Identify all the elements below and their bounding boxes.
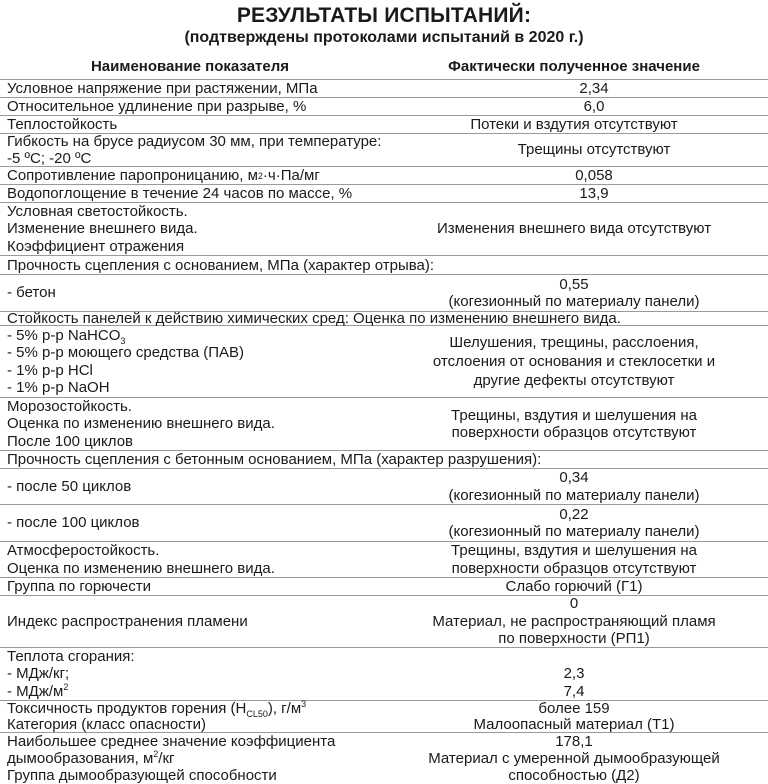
- row-name: Токсичность продуктов горения $(H_{CL50})$, $г/м^3$ Категория (класс опасности): [7, 698, 307, 733]
- row-value: Трещины, вздутия и шелушения на поверхности образцов отсутствуют: [451, 406, 697, 441]
- table-row: [0, 578, 768, 596]
- row-value: 13,9: [579, 184, 609, 202]
- table-row: [0, 134, 768, 167]
- table-row: [0, 98, 768, 116]
- row-value: Шелушения, трещины, расслоения, отслоения от основания и стеклосетки и другие дефекты отсутствуют: [432, 334, 716, 389]
- column-header-name: Наименование показателя: [90, 58, 290, 75]
- row-name: Условная светостойкость. Изменение внешнего вида. Коэффициент отражения: [7, 202, 198, 255]
- row-name: Гибкость на брусе радиусом 30 мм, при температуре: -5 ºС; -20 ºС: [7, 132, 382, 167]
- row-value: 2,3 7,4: [563, 665, 585, 700]
- table-row: [0, 167, 768, 185]
- row-value: более 159 Малоопасный материал (Т1): [473, 699, 675, 733]
- section-row: [0, 312, 768, 326]
- page-subtitle: (подтверждены протоколами испытаний в 2020 г.): [184, 29, 584, 46]
- table-row: [0, 203, 768, 256]
- column-header-value: Фактически полученное значение: [448, 58, 700, 75]
- row-value: Изменения внешнего вида отсутствуют: [436, 220, 712, 238]
- row-value: 0,34 (когезионный по материалу панели): [448, 469, 700, 504]
- row-value: 0,058: [575, 166, 613, 184]
- table-row: [0, 116, 768, 134]
- table-row: [0, 596, 768, 648]
- row-value: Трещины, вздутия и шелушения на поверхности образцов отсутствуют: [451, 542, 697, 577]
- table-row: [0, 398, 768, 451]
- row-value: Потеки и вздутия отсутствуют: [470, 115, 678, 133]
- row-name: Теплота сгорания: - МДж/кг; - МДж/$м^2$: [7, 647, 135, 700]
- row-name: Атмосферостойкость. Оценка по изменению внешнего вида.: [7, 542, 275, 577]
- table-row: [0, 698, 768, 733]
- row-value: 0 Материал, не распространяющий пламя по поверхности (РП1): [432, 595, 716, 648]
- row-name: Относительное удлинение при разрыве, %: [7, 97, 307, 115]
- row-value: 0,55 (когезионный по материалу панели): [448, 275, 700, 310]
- table-row: [0, 185, 768, 203]
- table-row: [0, 648, 768, 701]
- row-value: 2,34: [579, 79, 609, 97]
- section-label: Стойкость панелей к действию химических сред: Оценка по изменению внешнего вида.: [7, 310, 621, 327]
- row-value: Слабо горючий (Г1): [505, 577, 643, 595]
- row-name: Водопоглощение в течение 24 часов по массе, %: [7, 184, 353, 202]
- row-name: Сопротивление паропроницанию, м 2 ·ч·Па/мг: [7, 166, 320, 184]
- row-name: - бетон: [7, 284, 56, 302]
- section-row: [0, 451, 768, 469]
- row-name: Наибольшее среднее значение коэффициента дымообразования, $м^2/кг$ Группа дымообразующей способности: [7, 733, 336, 784]
- row-name: - после 100 циклов: [7, 514, 140, 532]
- table-row: [0, 275, 768, 312]
- row-value: 0,22 (когезионный по материалу панели): [448, 505, 700, 540]
- table-row: [0, 469, 768, 505]
- page-title: РЕЗУЛЬТАТЫ ИСПЫТАНИЙ:: [236, 4, 532, 27]
- table-row: [0, 79, 768, 98]
- row-name: - после 50 циклов: [7, 477, 132, 495]
- row-name: Морозостойкость. Оценка по изменению внешнего вида. После 100 циклов: [7, 397, 275, 450]
- table-row: [0, 326, 768, 398]
- section-row: [0, 256, 768, 275]
- section-label: Прочность сцепления с бетонным основанием, МПа (характер разрушения):: [7, 451, 542, 468]
- table-row: [0, 542, 768, 578]
- row-name: Условное напряжение при растяжении, МПа: [7, 79, 318, 97]
- row-name: - 5% р-р NaHCO$_3$ - 5% р-р моющего средства (ПАВ) - 1% р-р HCl - 1% р-р NaOH: [7, 326, 244, 396]
- row-value: Трещины отсутствуют: [517, 141, 671, 159]
- row-value: 178,1 Материал с умеренной дымообразующей способностью (Д2): [428, 733, 720, 784]
- table-row: [0, 505, 768, 542]
- table-row: [0, 733, 768, 784]
- row-name: Индекс распространения пламени: [7, 612, 248, 630]
- row-name: Группа по горючести: [7, 577, 151, 595]
- row-name: Теплостойкость: [7, 115, 118, 133]
- row-value: 6,0: [583, 97, 605, 115]
- section-label: Прочность сцепления с основанием, МПа (характер отрыва):: [7, 256, 435, 274]
